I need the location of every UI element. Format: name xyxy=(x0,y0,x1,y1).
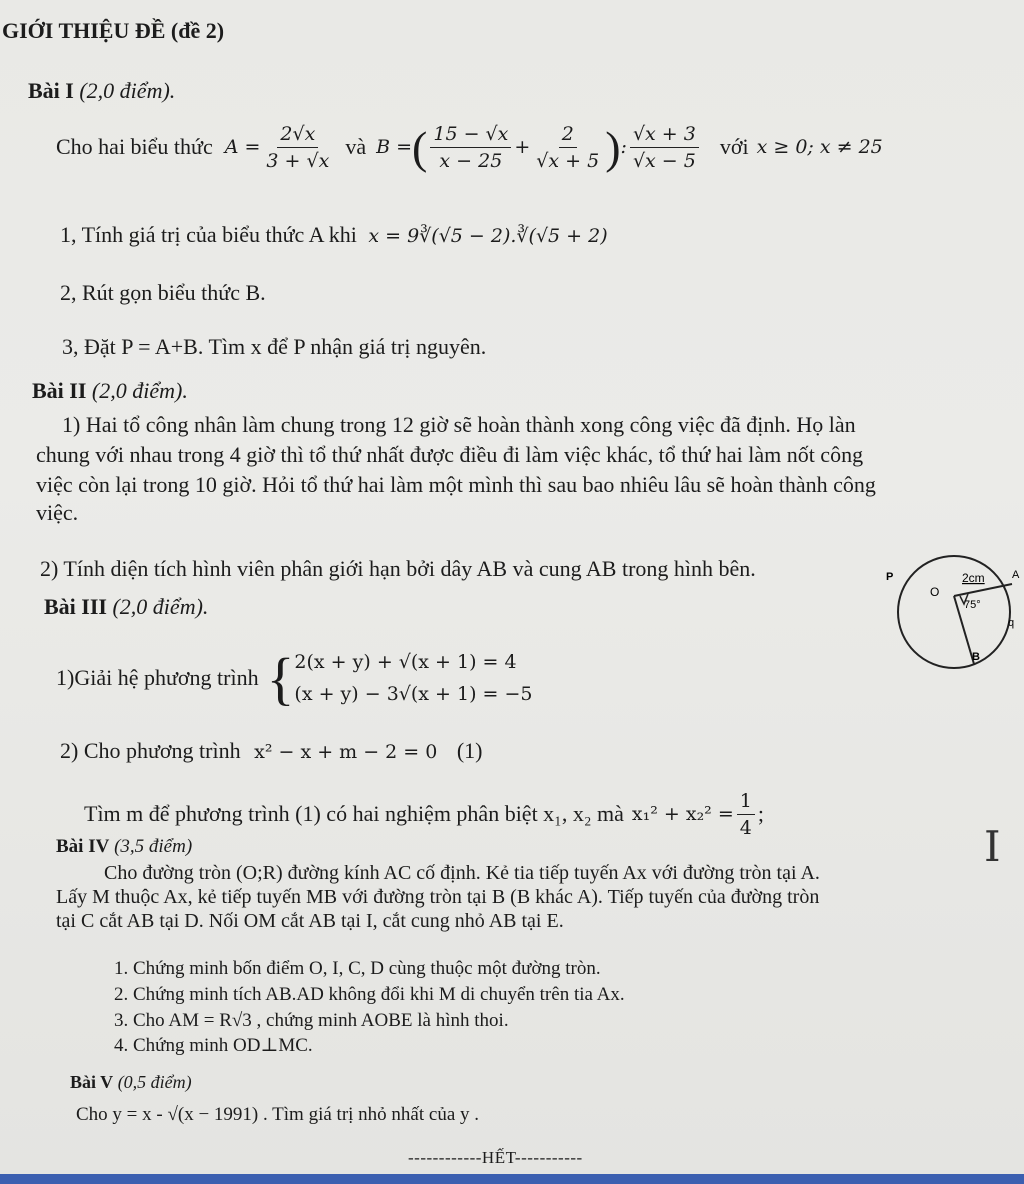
expr-b-frac3-numerator: √x + 3 xyxy=(630,123,699,148)
expr-a-left: A = xyxy=(224,136,261,158)
bai3-question-2 xyxy=(60,738,483,764)
label-a: A xyxy=(1012,569,1020,581)
radius-oa xyxy=(954,584,1012,596)
bai2-heading-row xyxy=(32,378,188,404)
bai4-heading-row xyxy=(56,836,192,858)
bai1-question-3: 3, Đặt P = A+B. Tìm x để P nhận giá trị nguyên. xyxy=(62,334,487,359)
expr-b-fraction-3 xyxy=(630,123,699,172)
bai2-p1-line2: chung với nhau trong 4 giờ thì tổ thứ nhất được điều đi làm việc khác, tổ thứ hai làm nốt công xyxy=(36,442,864,467)
bai3-q2b-text: Tìm m để phương trình (1) có hai nghiệm phân biệt x₁, x₂ mà xyxy=(84,801,624,826)
quarter-numerator: 1 xyxy=(737,790,755,815)
bai3-q2-text: 2) Cho phương trình xyxy=(60,738,241,763)
bai4-item-4: 4. Chứng minh OD⊥MC. xyxy=(114,1035,313,1056)
bai3-system xyxy=(56,638,533,718)
bai5-line: Cho y = x - √(x − 1991) . Tìm giá trị nhỏ nhất của y . xyxy=(76,1104,480,1125)
right-paren: ) xyxy=(605,121,621,173)
bai1-question-1 xyxy=(60,222,608,248)
plus-sign: + xyxy=(514,136,531,158)
bai2-p1-line4: việc. xyxy=(36,500,79,525)
expr-b-frac1-numerator: 15 − √x xyxy=(430,123,511,148)
condition-expression: x ≥ 0; x ≠ 25 xyxy=(756,136,883,158)
bai3-q2-equation: x² − x + m − 2 = 0 xyxy=(254,741,438,763)
bai4-item-3: 3. Cho AM = R√3 , chứng minh AOBE là hình thoi. xyxy=(114,1010,509,1031)
label-p: P xyxy=(886,571,894,583)
bai3-q1-text: 1)Giải hệ phương trình xyxy=(56,665,259,690)
system-brace: { xyxy=(266,645,295,711)
expr-b-frac1-denominator: x − 25 xyxy=(439,149,503,172)
text-cursor-icon: I xyxy=(984,822,1001,871)
bai4-line1: Cho đường tròn (O;R) đường kính AC cố định. Kẻ tia tiếp tuyến Ax với đường tròn tại A. xyxy=(104,862,820,884)
bai1-expressions xyxy=(56,112,883,182)
bai5-heading-row xyxy=(70,1072,192,1093)
label-2cm: 2cm xyxy=(962,571,985,585)
bai4-line3: tại C cắt AB tại D. Nối OM cắt AB tại I, cắt cung nhỏ AB tại E. xyxy=(56,910,564,932)
quarter-denominator: 4 xyxy=(739,816,752,839)
bai1-heading: Bài I xyxy=(28,78,74,103)
condition-word: với xyxy=(719,134,749,159)
bai1-q1-text: 1, Tính giá trị của biểu thức A khi xyxy=(60,222,357,247)
bai1-question-2: 2, Rút gọn biểu thức B. xyxy=(60,280,266,305)
divide-sign: : xyxy=(620,136,627,158)
bai3-heading: Bài III xyxy=(44,594,107,619)
label-75: 75° xyxy=(964,599,981,611)
bai3-heading-row xyxy=(44,594,208,620)
expr-b-frac3-denominator: √x − 5 xyxy=(632,149,696,172)
equation-2: (x + y) − 3√(x + 1) = −5 xyxy=(294,683,533,705)
label-b: B xyxy=(972,651,980,663)
expr-b-fraction-1 xyxy=(430,123,511,172)
bai2-p1-line3: việc còn lại trong 10 giờ. Hỏi tổ thứ hai làm một mình thì sau bao nhiêu lâu sẽ hoàn thành công xyxy=(36,472,876,497)
circle-figure xyxy=(874,548,1020,678)
bai2-p1-line1: 1) Hai tổ công nhân làm chung trong 12 giờ sẽ hoàn thành xong công việc đã định. Họ làn xyxy=(62,412,856,437)
bai4-line2: Lấy M thuộc Ax, kẻ tiếp tuyến MB với đường tròn tại B (B khác A). Tiếp tuyến của đường tròn xyxy=(56,886,820,908)
left-paren: ( xyxy=(412,121,428,173)
label-q: q xyxy=(1008,617,1015,629)
quarter-fraction xyxy=(737,790,755,839)
expr-b-left: B = xyxy=(376,136,413,158)
bai3-question-2b xyxy=(84,786,764,842)
expr-b-fraction-2 xyxy=(533,123,602,172)
bai2-heading: Bài II xyxy=(32,378,87,403)
label-o: O xyxy=(930,585,940,599)
bai3-q2b-expression: x₁² + x₂² = xyxy=(631,803,734,825)
expr-a-fraction xyxy=(263,123,332,172)
bai1-heading-row xyxy=(28,78,175,104)
bai2-p2: 2) Tính diện tích hình viên phân giới hạn bởi dây AB và cung AB trong hình bên. xyxy=(40,556,756,581)
bai2-points: (2,0 điểm). xyxy=(91,378,188,403)
bai4-points: (3,5 điểm) xyxy=(114,836,193,857)
bai5-points: (0,5 điểm) xyxy=(117,1072,192,1092)
bai3-q2b-end: ; xyxy=(757,801,764,826)
bai5-heading: Bài V xyxy=(70,1072,114,1092)
and-word: và xyxy=(345,134,367,159)
bai4-heading: Bài IV xyxy=(56,836,110,857)
expr-a-denominator: 3 + √x xyxy=(266,149,330,172)
bottom-edge-strip xyxy=(0,1174,1024,1184)
expr-b-frac2-numerator: 2 xyxy=(559,123,577,148)
expr-b-frac2-denominator: √x + 5 xyxy=(536,149,600,172)
page-title: GIỚI THIỆU ĐỀ (đề 2) xyxy=(2,18,225,43)
equation-1: 2(x + y) + √(x + 1) = 4 xyxy=(294,651,517,673)
bai3-q2-number: (1) xyxy=(456,738,483,763)
bai1-intro: Cho hai biểu thức xyxy=(56,134,213,159)
equation-system xyxy=(294,646,532,710)
bai4-item-2: 2. Chứng minh tích AB.AD không đổi khi M di chuyển trên tia Ax. xyxy=(114,984,625,1005)
expr-a-numerator: 2√x xyxy=(277,123,318,148)
bai1-points: (2,0 điểm). xyxy=(79,78,176,103)
circle-outline xyxy=(898,556,1010,668)
bai3-points: (2,0 điểm). xyxy=(112,594,209,619)
bai1-q1-expression: x = 9∛(√5 − 2).∛(√5 + 2) xyxy=(368,225,608,247)
bai4-item-1: 1. Chứng minh bốn điểm O, I, C, D cùng thuộc một đường tròn. xyxy=(114,958,601,979)
end-marker: ------------HẾT----------- xyxy=(408,1148,583,1167)
